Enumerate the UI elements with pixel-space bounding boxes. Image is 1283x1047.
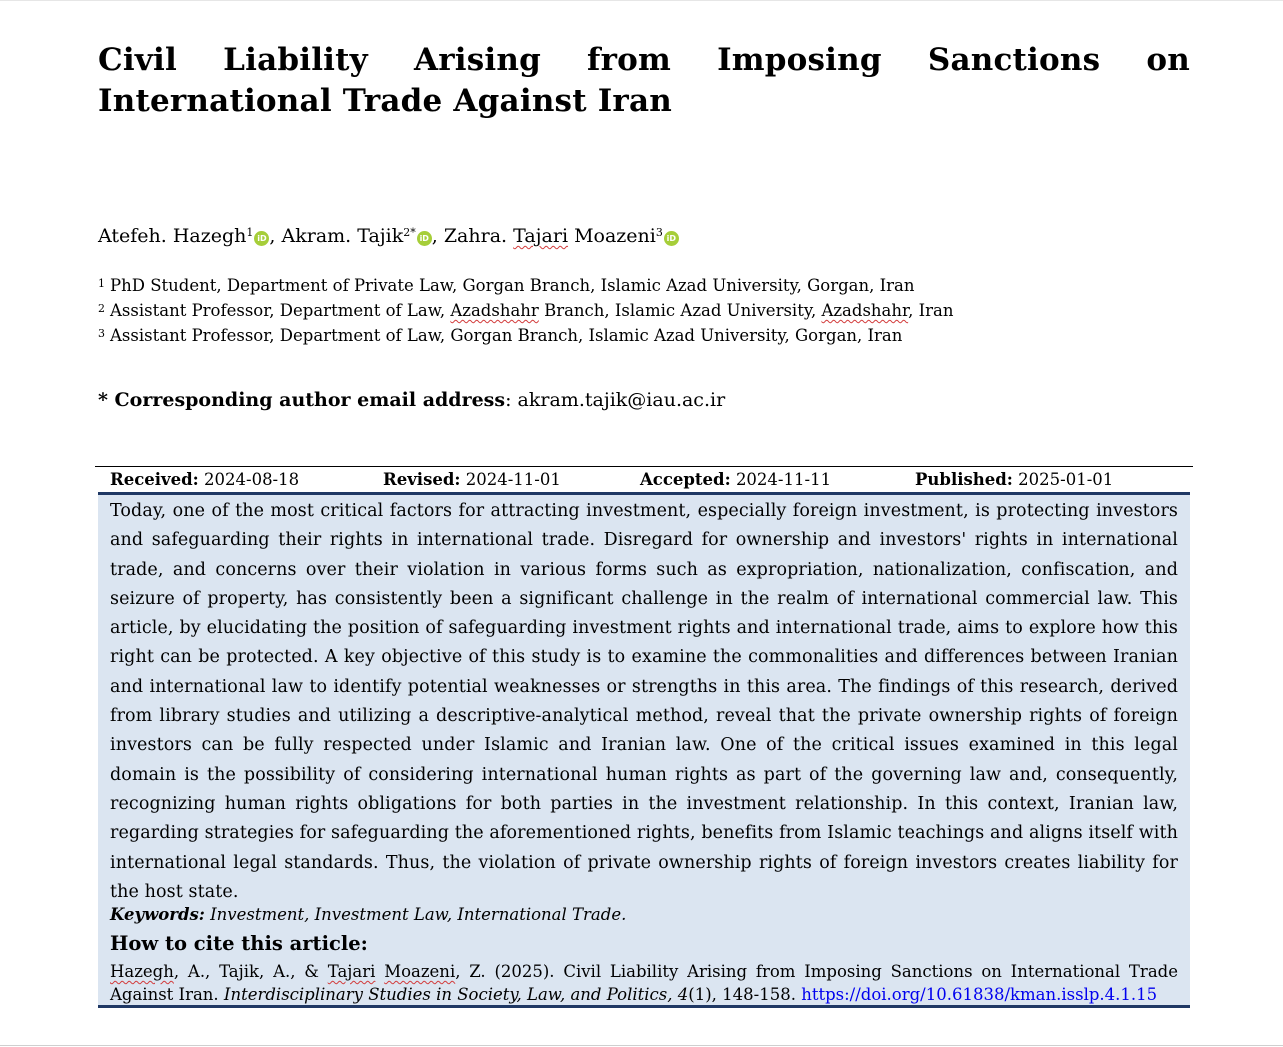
keywords: Keywords: Investment, Investment Law, International Trade. — [110, 905, 627, 924]
author-2-affil: 2* — [403, 226, 416, 239]
doi-link[interactable]: https://doi.org/10.61838/kman.isslp.4.1.15 — [801, 985, 1158, 1004]
author-3-affil: 3 — [655, 226, 663, 239]
corresponding-author: * Corresponding author email address: akram.tajik@iau.ac.ir — [98, 389, 726, 411]
author-1-affil: 1 — [246, 226, 254, 239]
citation: Hazegh, A., Tajik, A., & Tajari Moazeni, Z. (2025). Civil Liability Arising from Imposing Sanctions on International Trade Against Iran. Interdisciplinary Studies in Society, Law, and Politics, 4(1), 148-158. https://doi.org/10.61838/kman.isslp.4.1.15 — [110, 962, 1178, 1004]
abstract-text: Today, one of the most critical factors for attracting investment, especially foreign investment, is protecting investors and safeguarding their rights in international trade. Disregard for ownership and investors' rights in international trade, and concerns over their violation in various forms such as expropriation, nationalization, confiscation, and seizure of property, has consistently been a significant challenge in the realm of international commercial law. This article, by elucidating the position of safeguarding investment rights and international trade, aims to explore how this right can be protected. A key objective of this study is to examine the commonalities and differences between Iranian and international law to identify potential weaknesses or strengths in this area. The findings of this research, derived from library studies and utilizing a descriptive-analytical method, reveal that the private ownership rights of foreign investors can be fully respected under Islamic and Iranian law. One of the critical issues examined in this legal domain is the possibility of considering international human rights as part of the governing law and, consequently, recognizing human rights obligations for both parties in the investment relationship. In this context, Iranian law, regarding strategies for safeguarding the aforementioned rights, benefits from Islamic teachings and aligns itself with international legal standards. Thus, the violation of private ownership rights of foreign investors creates liability for the host state. — [110, 501, 1178, 902]
how-to-cite-heading: How to cite this article: — [110, 932, 368, 955]
dates-top-rule — [95, 466, 1193, 467]
page-bottom-border — [0, 1045, 1283, 1046]
affiliation-2: $^2$ Assistant Professor, Department of Law, Azadshahr Branch, Islamic Azad University, Azadshahr, Iran — [98, 301, 954, 320]
abstract-bottom-rule — [98, 1005, 1190, 1008]
affiliation-1: $^1$ PhD Student, Department of Private Law, Gorgan Branch, Islamic Azad University, Gorgan, Iran — [98, 276, 915, 295]
article-dates — [110, 468, 1180, 492]
affiliation-3: $^3$ Assistant Professor, Department of Law, Gorgan Branch, Islamic Azad University, Gorgan, Iran — [98, 326, 903, 345]
author-1: Atefeh. Hazegh$^1$ iD , — [98, 225, 282, 247]
author-2: Akram. Tajik$^{2*}$ iD , — [281, 225, 444, 247]
author-list — [98, 220, 679, 249]
orcid-icon[interactable]: iD — [254, 231, 269, 246]
abstract-box — [98, 495, 1190, 1006]
received-date: Received: 2024-08-18 — [110, 470, 300, 489]
revised-date: Revised: 2024-11-01 — [383, 470, 561, 489]
orcid-icon[interactable]: iD — [417, 231, 432, 246]
article-title: Civil Liability Arising from Imposing Sanctions on International Trade Against Iran — [98, 42, 1190, 119]
orcid-icon[interactable]: iD — [664, 231, 679, 246]
author-3: Zahra. Tajari Moazeni$^3$ iD — [444, 225, 679, 247]
page-top-border — [0, 0, 1283, 1]
affiliations — [98, 272, 953, 347]
accepted-date: Accepted: 2024-11-11 — [640, 470, 832, 489]
published-date: Published: 2025-01-01 — [915, 470, 1114, 489]
corresponding-label: * Corresponding author email address — [98, 389, 506, 411]
corresponding-email[interactable]: akram.tajik@iau.ac.ir — [517, 389, 726, 411]
